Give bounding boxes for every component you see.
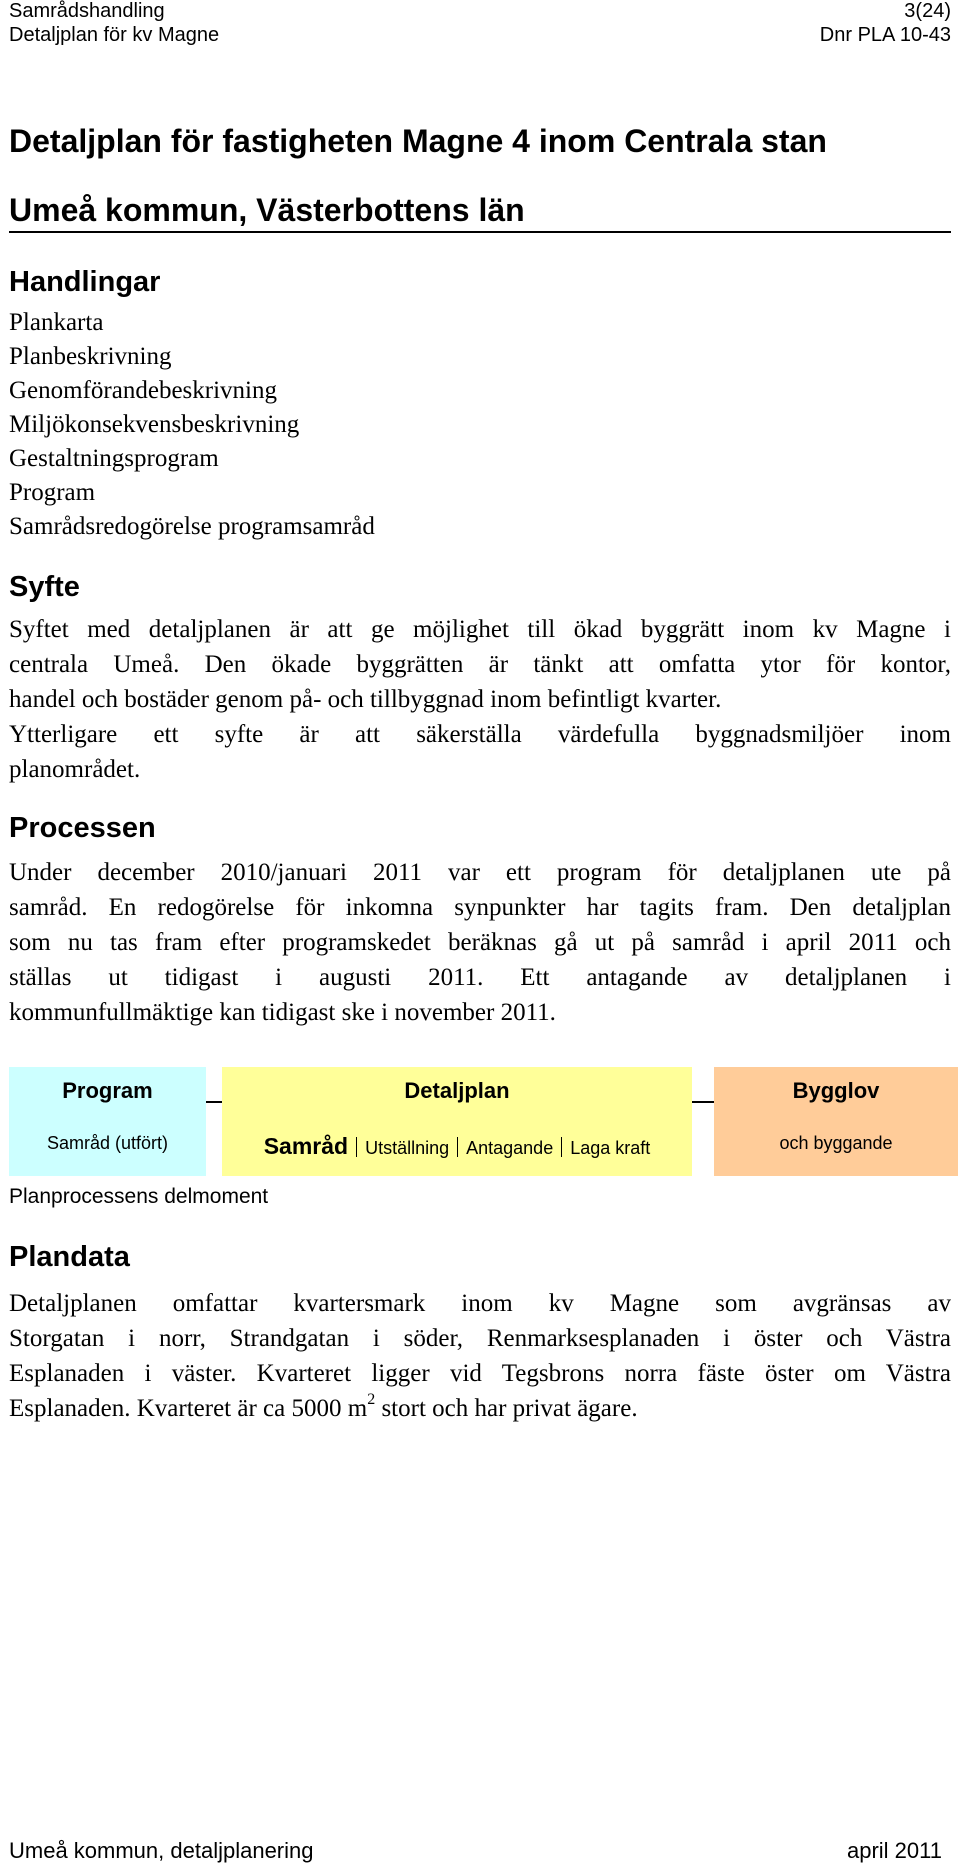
page-subtitle: Umeå kommun, Västerbottens län [9,192,525,228]
page-title: Detaljplan för fastigheten Magne 4 inom Centrala stan [9,123,827,159]
text-line: planområdet. [9,756,141,783]
plandata-heading: Plandata [9,1241,130,1273]
header-doc-type: Samrådshandling [9,0,165,22]
step-utstallning: Utställning [365,1138,450,1158]
step-laga-kraft: Laga kraft [570,1138,651,1158]
diagram-caption: Planprocessens delmoment [9,1185,269,1208]
detaljplan-box-title: Detaljplan [404,1078,510,1103]
title-rule [9,231,951,233]
handlingar-list [9,306,375,544]
superscript: 2 [367,1391,376,1408]
list-item: Samrådsredogörelse programsamråd [9,513,375,540]
step-divider [356,1137,357,1157]
step-antagande: Antagande [466,1138,554,1158]
list-item: Gestaltningsprogram [9,445,219,472]
text-line: Esplanaden i väster. Kvarteret ligger vid Tegsbrons norra fäste öster om Västra [9,1360,951,1387]
text-line: Under december 2010/januari 2011 var ett program för detaljplanen ute på [9,859,951,886]
program-box [9,1067,206,1176]
text-line: ställas ut tidigast i augusti 2011. Ett antagande av detaljplanen i [9,964,951,991]
text-line [9,1391,951,1426]
processen-paragraph [9,855,951,1030]
bygglov-box [714,1067,958,1176]
syfte-paragraph [9,612,951,787]
text-line: Syftet med detaljplanen är att ge möjlighet till ökad byggrätt inom kv Magne i [9,616,951,643]
handlingar-heading: Handlingar [9,266,161,298]
plandata-paragraph [9,1286,951,1426]
text-line: samråd. En redogörelse för inkomna synpunkter har tagits fram. Den detaljplan [9,894,951,921]
list-item: Program [9,479,96,506]
text-line: centrala Umeå. Den ökade byggrätten är tänkt att omfatta ytor för kontor, [9,651,951,678]
detaljplan-box [222,1067,692,1176]
step-divider [561,1137,562,1157]
detaljplan-steps [222,1133,692,1160]
header-dnr: Dnr PLA 10-43 [819,24,951,46]
text-fragment: Esplanaden. Kvarteret är ca 5000 m [9,1395,368,1422]
list-item: Miljökonsekvensbeskrivning [9,411,300,438]
program-box-title: Program [62,1078,153,1103]
text-line: Ytterligare ett syfte är att säkerställa värdefulla byggnadsmiljöer inom [9,721,951,748]
text-line: Detaljplanen omfattar kvartersmark inom kv Magne som avgränsas av [9,1290,951,1317]
bygglov-box-title: Bygglov [792,1078,880,1103]
footer-left: Umeå kommun, detaljplanering [9,1838,314,1863]
header-page-number: 3(24) [904,0,951,22]
text-line: som nu tas fram efter programskedet beräknas gå ut på samråd i april 2011 och [9,929,951,956]
text-line: Storgatan i norr, Strandgatan i söder, Renmarksesplanaden i öster och Västra [9,1325,951,1352]
text-line: kommunfullmäktige kan tidigast ske i november 2011. [9,999,556,1026]
list-item: Genomförandebeskrivning [9,377,277,404]
header-plan-name: Detaljplan för kv Magne [9,24,220,46]
footer-right: april 2011 [847,1838,942,1863]
step-samrad: Samråd [263,1133,349,1159]
program-box-sub: Samråd (utfört) [46,1133,169,1153]
bygglov-box-sub: och byggande [779,1133,893,1153]
list-item: Planbeskrivning [9,343,172,370]
step-divider [457,1137,458,1157]
text-fragment: stort och har privat ägare. [375,1395,638,1422]
list-item: Plankarta [9,309,104,336]
processen-heading: Processen [9,812,156,844]
syfte-heading: Syfte [9,571,80,603]
text-line: handel och bostäder genom på- och tillbyggnad inom befintligt kvarter. [9,686,722,713]
